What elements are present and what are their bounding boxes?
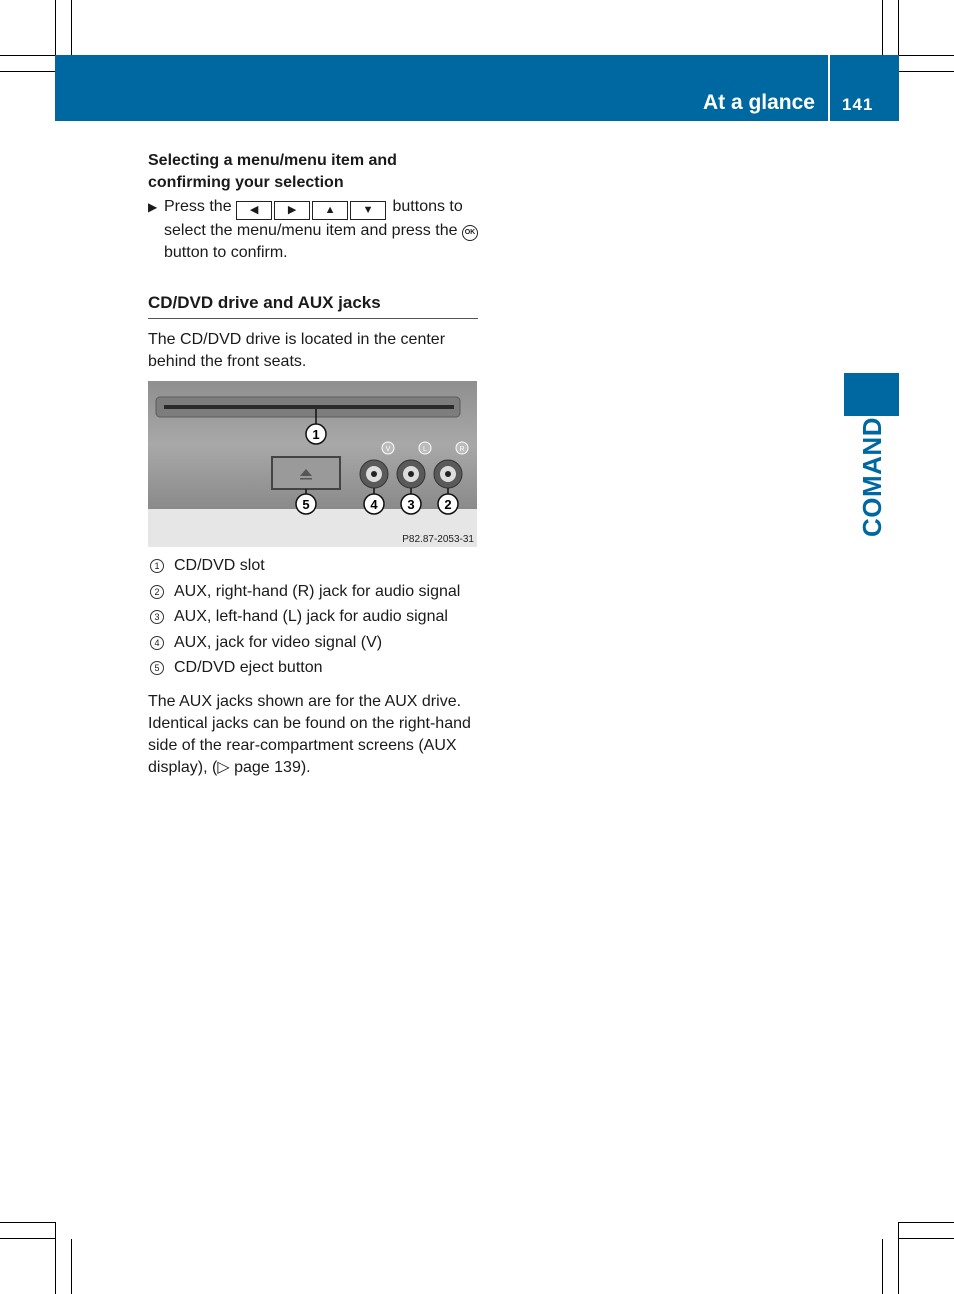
subheading [148, 150, 478, 194]
item-text: CD/DVD slot [174, 557, 265, 574]
crop-mark [899, 55, 954, 56]
crop-mark [0, 1238, 55, 1239]
callout-4: 4 [370, 497, 378, 512]
item-number: 1 [150, 559, 164, 573]
callout-5: 5 [302, 497, 310, 512]
drive-photo [148, 381, 477, 547]
jack-label: L [423, 446, 427, 453]
right-key-icon: ▶ [274, 201, 310, 220]
step-text: Press the [164, 198, 232, 215]
crop-mark [899, 1238, 954, 1239]
step-text: button to confirm. [164, 244, 288, 261]
instruction-step [148, 196, 478, 264]
down-key-icon: ▼ [350, 201, 386, 220]
jack-label: R [459, 446, 465, 453]
section-heading: CD/DVD drive and AUX jacks [148, 292, 478, 319]
list-item [148, 553, 478, 579]
item-number: 3 [150, 610, 164, 624]
item-number: 5 [150, 661, 164, 675]
item-text: AUX, right-hand (R) jack for audio signal [174, 582, 461, 600]
page-number: 141 [842, 95, 874, 114]
content-column [148, 150, 478, 779]
list-item [148, 630, 478, 656]
callout-3: 3 [407, 497, 415, 512]
step-text: buttons to select the menu/menu item and press the [164, 198, 463, 239]
section-title: At a glance [702, 91, 815, 114]
callout-1: 1 [312, 427, 320, 442]
crop-mark [0, 1222, 55, 1223]
subheading-line: confirming your selection [148, 174, 344, 191]
crop-mark [882, 0, 883, 55]
crop-mark [0, 71, 55, 72]
crop-mark [899, 1222, 954, 1223]
ok-button-icon: OK [462, 225, 478, 241]
left-key-icon: ◀ [236, 201, 272, 220]
callout-2: 2 [444, 497, 452, 512]
crop-mark [882, 1239, 883, 1294]
jack-label: V [385, 446, 391, 453]
legend-list [148, 553, 478, 681]
chapter-tab [844, 373, 899, 416]
step-arrow-icon: ▶ [148, 200, 158, 214]
drive-illustration [148, 381, 477, 547]
crop-mark [71, 1239, 72, 1294]
header-divider [828, 55, 830, 121]
chapter-label: COMAND [857, 417, 887, 537]
item-text: CD/DVD eject button [174, 659, 323, 677]
list-item [148, 655, 478, 681]
crop-mark [0, 55, 55, 56]
crop-mark [898, 1222, 899, 1294]
item-number: 2 [150, 585, 164, 599]
crop-mark [899, 71, 954, 72]
figure-code: P82.87-2053-31 [402, 534, 474, 545]
crop-mark [71, 0, 72, 55]
item-text: AUX, left-hand (L) jack for audio signal [174, 608, 448, 626]
crop-mark [55, 1222, 56, 1294]
up-key-icon: ▲ [312, 201, 348, 220]
item-text: AUX, jack for video signal (V) [174, 633, 383, 651]
list-item [148, 579, 478, 605]
intro-paragraph: The CD/DVD drive is located in the center behind the front seats. [148, 331, 446, 370]
item-number: 4 [150, 636, 164, 650]
note-paragraph: The AUX jacks shown are for the AUX drive. Identical jacks can be found on the right-hand side of the rear-compartment screens (AUX display), (▷ page 139). [148, 692, 471, 776]
list-item [148, 604, 478, 630]
subheading-line: Selecting a menu/menu item and [148, 152, 397, 169]
header-band [55, 55, 899, 121]
